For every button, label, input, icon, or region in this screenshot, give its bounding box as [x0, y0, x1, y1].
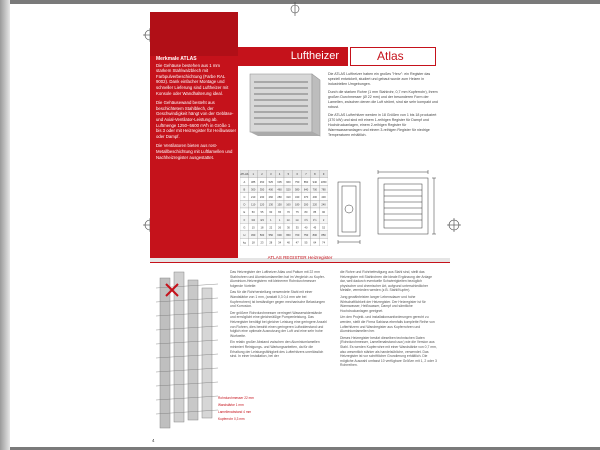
table-cell-text: 34 [278, 241, 282, 245]
table-cell-text: 1 [278, 218, 281, 222]
table-cell-text: 75 [295, 211, 299, 215]
body-column-2 [340, 270, 438, 370]
tube-label-3: Lamellenabstand 4 mm [218, 410, 252, 414]
table-cell-text: 605 [277, 180, 282, 184]
body-paragraph: Der größere Rohrdurchmesser verringert Wasserwiderstände und ermöglicht eine gleichmäßige Pumpenleistung. Das Heizregister benötigt bei gleicher Leistung eine geringere Anzahl von Rohren, dies bewirkt einen geringeren Luftwiderstand und folglich eine optimale Ausnutzung der Luft und eine sehr hohe Wurfweite. [230, 310, 327, 338]
table-cell-text: 52 [322, 226, 326, 230]
table-cell-text: 110 [251, 203, 256, 207]
tube-label-1: Rohrdurchmesser 22 mm [218, 396, 254, 400]
table-cell-text: 40 [286, 241, 290, 245]
table-cell-text: 45 [313, 226, 317, 230]
table-cell-text: 350 [259, 188, 265, 192]
body-paragraph: die Rohre und Rohrbefestigung aus Stahl sind, stellt das Heizregister mit Stahlrohren die ideale Ergänzung der Anlage dar, weil dadurch eventuelle Schwierigkeiten bezüglich physischer und chemischer Art, aufgrund unterschiedlicher Metalle, vermieden werden (z.B. Stahl/Kupfer). [340, 270, 432, 293]
table-cell-text: 23 [260, 241, 264, 245]
table-cell-text: 450 [251, 233, 256, 237]
table-cell-text: 160 [286, 203, 291, 207]
table-cell-text: G [243, 226, 246, 230]
registration-mark-icon [447, 218, 461, 232]
table-cell-text: H [243, 233, 246, 237]
tube-label-4: Kupferrohr 0,3 mm [218, 417, 245, 421]
table-cell-text: 520 [286, 188, 291, 192]
table-cell-text: 50 [251, 211, 255, 215]
tube-label-2: Wandstärke 1 mm [218, 403, 244, 407]
table-cell-text: 780 [321, 188, 326, 192]
table-cell-text: 3/4 [251, 218, 256, 222]
table-cell-text: 85 [313, 211, 317, 215]
table-cell-text: 4 [278, 173, 281, 177]
table-cell-text: 28 [269, 241, 273, 245]
table-cell-text: 55 [304, 241, 308, 245]
intro-text [328, 72, 440, 141]
unit-heater-illustration [244, 72, 322, 142]
registration-mark-icon [288, 2, 302, 16]
table-cell-text: E [243, 211, 246, 215]
body-paragraph: Um den Projekt- und installationsanforderungen gerecht zu werden, stellt die Firma Sabiana ebenfalls komplette Reihe von Lufterhitzern und Wandregister aus Kupferrohren und Aluminiumlamellen her. [340, 315, 435, 334]
table-cell-text: 240 [321, 203, 326, 207]
sidebar-paragraph-2: Die Gehäusewand besteht aus beschichtetem Stahlblech, der Geschwindigkeit hängt von der Gebläse- und Axial-Ventilator-Leistung ab. Luftmenge 1250–5600 m³/h in Größe 1 bis 3 oder mit Heizregister für Heißwasser oder Dampf. [156, 100, 236, 139]
table-cell-text: 6 [296, 173, 298, 177]
table-cell-text: 1¼ [286, 218, 291, 222]
intro-paragraph-3: Die ATLAS Lufterhitzer werden in 18 Größen von 1 bis 18 produziert (370 kW) und sind mit einem 1-reihigen Register für Dampf und Hochdruckanlagen, einem 2-reihigen Register für Warmwasseranlagen und einem 3-reihigen Register für niedrige Temperaturen erhältlich. [328, 113, 437, 137]
table-cell-text: 400 [268, 188, 273, 192]
table-cell-text: 580 [295, 188, 300, 192]
table-cell-text: 460 [277, 188, 282, 192]
table-cell-text: 30 [286, 226, 290, 230]
table-cell-text: 65 [278, 211, 282, 215]
table-cell-text: 430 [321, 195, 326, 199]
table-cell-text: 74 [322, 241, 326, 245]
table-cell-text: A [243, 180, 246, 184]
intro-paragraph-2: Durch die starken Rohre (1 mm Stahlrohr, 0,7 mm Kupferrohr), ihrem großen Durchmesser (Ø 22 mm) und der besonderen Form der Lamellen, zwischen denen die Luft strömt, sind sie sehr kompakt und robust. [328, 90, 438, 109]
body-paragraph: Das Heizregister der Luftheizer Atlas und Paltum mit 22 mm Stahlrohren und Aluminiumlamellen hat im Vergleich zu Kupfer-Aluminium-Heizregistern mit kleinerem Rohrdurchmesser folgende Vorteile: [230, 270, 325, 288]
table-cell-text: 130 [268, 203, 273, 207]
table-cell-text: 600 [277, 233, 282, 237]
table-cell-text: 525 [268, 180, 273, 184]
title-luftheizer: Luftheizer [238, 47, 348, 66]
table-cell-text: 1½ [304, 218, 308, 222]
table-cell-text: 850 [321, 233, 326, 237]
section-divider [150, 262, 450, 263]
table-cell-text: 15 [251, 226, 255, 230]
table-cell-text: 1050 [320, 180, 327, 184]
table-cell-text: 3 [270, 173, 272, 177]
table-cell-text: ATLAS [240, 173, 249, 177]
table-cell-text: 9 [322, 173, 325, 177]
table-cell-text: 2 [261, 173, 263, 177]
table-cell-text: 940 [312, 180, 317, 184]
table-cell-text: 750 [295, 180, 300, 184]
body-paragraph: Das für die Rohrherstellung verwendete Stahl mit einer Wandstärke von 1 mm, (anstatt 0,3 0,4 mm wie bei Kupferrohren) ist beständiger gegen mechanische Belastungen und Korrosion. [230, 290, 325, 309]
table-cell-text: kg [243, 241, 246, 245]
table-cell-text: 700 [295, 233, 300, 237]
page-number: 4 [152, 438, 155, 443]
table-cell-text: 26 [278, 226, 282, 230]
table-cell-text: 370 [303, 195, 309, 199]
table-cell-text: 385 [251, 180, 256, 184]
table-cell-text: 150 [277, 203, 282, 207]
section-subheading: ATLAS REGISTER Heizregister [267, 255, 333, 260]
table-cell-text: 180 [295, 203, 300, 207]
table-cell-text: 35 [295, 226, 299, 230]
body-paragraph: Ein relativ großer Abstand zwischen den Aluminiumlamellen minimiert Reinigungs- und Wartungsarbeiten, da für die Erhaltung der Leistungsfähigkeit des Lufterhitzers unerlässlich sind. In einer Installation, bei der [230, 340, 324, 359]
binding-edge [0, 0, 10, 450]
table-cell-text: 450 [259, 180, 265, 184]
table-cell-text: 500 [259, 233, 265, 237]
sidebar-paragraph-3: Die Ventilatoren bieten aus rost-Metallbeschichtung mit Luftlamellen und Nachheizregister ausgestattet. [156, 143, 233, 160]
table-cell-text: 230 [259, 195, 265, 199]
table-cell-text: 700 [312, 188, 317, 192]
heat-exchanger-tubes-illustration [152, 268, 228, 434]
table-cell-text: 120 [259, 203, 265, 207]
table-cell-text: 260 [268, 195, 273, 199]
table-cell-text: 280 [277, 195, 282, 199]
table-cell-text: 1 [270, 218, 272, 222]
sidebar-text [156, 56, 236, 164]
table-cell-text: 750 [303, 233, 309, 237]
title-atlas: Atlas [350, 47, 436, 66]
table-cell-text: 64 [313, 241, 317, 245]
table-cell-text: 8 [314, 173, 316, 177]
table-cell-text: 18 [260, 226, 264, 230]
table-cell-text: 7 [305, 173, 307, 177]
table-cell-text: 300 [251, 188, 256, 192]
table-cell-text: 2 [322, 218, 325, 222]
red-sidebar-header [150, 12, 238, 56]
table-cell-text: 850 [303, 180, 309, 184]
table-cell-text: 90 [322, 211, 326, 215]
table-cell-text: 1¼ [295, 218, 300, 222]
table-cell-text: 340 [295, 195, 300, 199]
table-cell-text: 550 [268, 233, 273, 237]
table-cell-text: 800 [312, 233, 317, 237]
table-cell-text: 3/4 [260, 218, 264, 222]
body-paragraph: Jung gewährleisten langer Lebensdauer und hohe Wirtschaftlichkeit der Heizregister. Der Heizregister ist für Warmwasser, Heißwasser, Dampf und sämtliche Hochdruckanlagen geeignet. [340, 294, 426, 313]
table-cell-text: 55 [260, 211, 264, 215]
table-cell-text: 80 [304, 211, 308, 215]
table-cell-text: 60 [269, 211, 273, 215]
table-cell-text: 400 [312, 195, 317, 199]
table-cell-text: 220 [312, 203, 317, 207]
table-cell-text: F [243, 218, 246, 222]
table-cell-text: 18 [251, 241, 255, 245]
technical-drawing [334, 168, 444, 250]
body-paragraph: Dieses Heizregister besitzt dieselben technischen Daten (Rohrdurchmesser, Lamellenabstand usw.) wie die Version aus Stahl. Es werden Kupferrohre mit einer Wandstärke von 0,7 mm, also wesentlich stärker als handelsübliche, verwendet. Das Heizregister ist vor schriftlicher Grundierung erhältlich. Die mögliche Auswahl umfasst 10 verfügbare Größen mit 1, 2 oder 3 Rohrreihen. [340, 335, 437, 368]
table-cell-text: B [243, 188, 246, 192]
table-cell-text: 22 [269, 226, 273, 230]
sidebar-heading: Merkmale ATLAS [156, 56, 197, 62]
table-cell-text: D [243, 203, 246, 207]
table-cell-text: 640 [303, 188, 309, 192]
table-cell-text: 40 [304, 226, 308, 230]
table-cell-text: 70 [286, 211, 290, 215]
table-cell-text: 47 [295, 241, 299, 245]
sidebar-paragraph-text: Die Gehäuse bestehen aus 1 mm starkem Stahlwalzblech mit Farbpulverbeschichtung (Farbe RAL 9002). Dank einfacher Montage und schneller Lieferung sind Luftheizer mit Konsole oder Wandhalterung ideal. [156, 62, 229, 96]
intro-paragraph-1: Die ATLAS Luftheizer haben ein großes "Herz": ein Register das speziell entwickelt, studiert und gebaut wurde zum Heizen in industriellen Umgebungen. [328, 72, 431, 86]
table-cell-text: 5 [287, 173, 290, 177]
table-cell-text: 1½ [312, 218, 317, 222]
dimension-table [240, 170, 328, 246]
table-cell-text: 310 [286, 195, 291, 199]
table-cell-text: 650 [286, 233, 291, 237]
table-cell-text: C [243, 195, 246, 199]
table-cell-text: 200 [303, 203, 309, 207]
sidebar-paragraph-1 [156, 56, 236, 96]
table-cell-text: 660 [286, 180, 291, 184]
body-column-1 [230, 270, 328, 361]
table-cell-text: 1 [252, 173, 254, 177]
table-cell-text: 210 [251, 195, 256, 199]
